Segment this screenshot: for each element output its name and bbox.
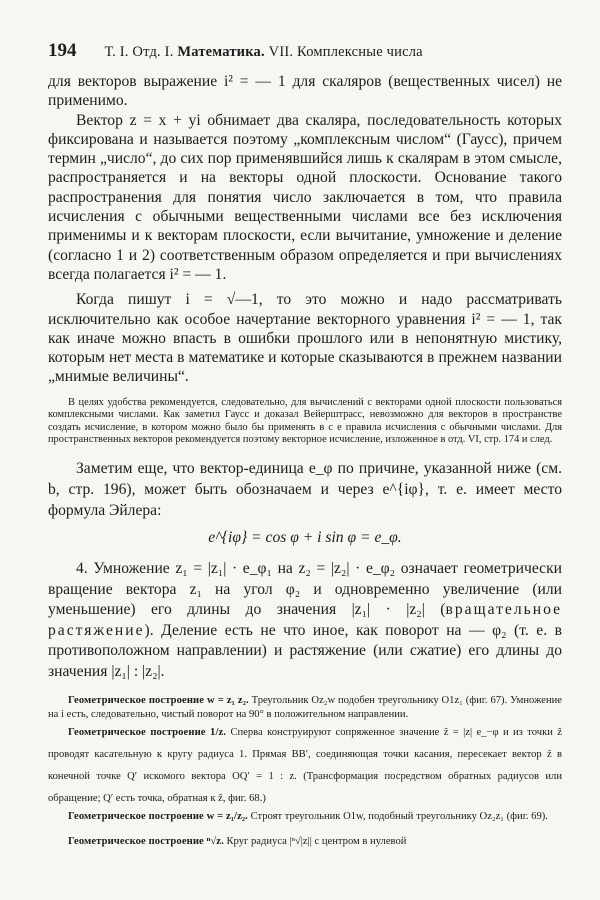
construction-root (48, 835, 562, 849)
construction-reciprocal (48, 722, 562, 810)
construction-product-text: Треугольник Oz₂w подобен треугольнику O1z₁ (фиг. 67). Умножение на i есть, следовательно, чистый поворот на 90° в положительном направлении. (48, 695, 562, 720)
footnote-small-print: В целях удобства рекомендуется, следовательно, для вычислений с векторами одной плоскости пользоваться комплексными числами. Как заметил Гаусс и доказал Вейерштрасс, невозможно для векторов в пространстве создать исчисление, в котором можно было бы применять в с е правила исчисления с обычными числами. Для пространственных векторов рекомендуется поэтому векторное исчисление, изложенное в отд. VI, стр. 174 и след. (48, 396, 562, 445)
construction-quotient (48, 810, 562, 824)
running-head (105, 44, 423, 61)
construction-root-title: Геометрическое построение ⁿ√z. (68, 836, 224, 848)
paragraph-multiplication (48, 559, 562, 682)
running-head-chapter: VII. Комплексные числа (268, 44, 423, 60)
paragraph-euler: Заметим еще, что вектор-единица e_φ по причине, указанной ниже (см. b, стр. 196), может быть обозначаем и через e^{iφ}, т. е. имеет место формула Эйлера: (48, 460, 562, 520)
multiplication-spaced-term: вращательное растяжение (48, 601, 562, 639)
multiplication-text-2: ). Деление есть не что иное, как поворот на — φ₂ (т. е. в противоположном направлении) и растяжение (или сжатие) его длины до значения |z₁| : |z₂|. (48, 621, 562, 680)
page-number: 194 (48, 40, 77, 61)
construction-root-text: Круг радиуса |ⁿ√|z|| с центром в нулевой (223, 836, 407, 848)
construction-quotient-title: Геометрическое построение w = z₁/z₂. (68, 810, 248, 822)
running-head-section: Математика. (177, 44, 265, 60)
paragraph-complex-number: Вектор z = x + yi обнимает два скаляра, последовательность которых фиксирована и называется поэтому „комплексным числом“ (Гаусс), причем термин „число“, до сих пор применявшийся лишь к скалярам в этом смысле, распространяется и на векторы одной плоскости. Основание такого распространения для понятия число заключается в том, что правила исчисления с обычными вещественными числами все без исключения применимы и к векторам плоскости, если вычитание, умножение и деление (согласно 1 и 2) соответственным образом определяется и при вычислениях всегда полагается i² = — 1. (48, 111, 562, 283)
paragraph-continuation: для векторов выражение i² = — 1 для скаляров (вещественных чисел) не применимо. (48, 73, 562, 110)
page-header (48, 40, 562, 62)
construction-product-title: Геометрическое построение w = z₁ z₂. (68, 695, 249, 707)
running-head-prefix: Т. I. Отд. I. (104, 44, 174, 60)
euler-formula: e^{iφ} = cos φ + i sin φ = e_φ. (208, 529, 402, 547)
construction-reciprocal-title: Геометрическое построение 1/z. (68, 726, 227, 738)
multiplication-text-1: 4. Умножение z₁ = |z₁| · e_φ₁ на z₂ = |z₂| · e_φ₂ означает геометрически вращение вектора z₁ на угол φ₂ и одновременно увеличение (или уменьшение) его длины до значения |z₁| · |z₂| ( (48, 560, 562, 619)
construction-product (48, 694, 562, 721)
construction-quotient-text: Строят треугольник O1w, подобный треугольнику Oz₂z₁ (фиг. 69). (247, 810, 548, 822)
paragraph-imaginary-unit: Когда пишут i = √—1, то это можно и надо рассматривать исключительно как особое начертание векторного уравнения i² = — 1, так как иначе можно впасть в ошибки прошлого или в непонятную мистику, которым нет места в математике и которые сказываются в прежнем названии „мнимые величины“. (48, 291, 562, 386)
construction-reciprocal-text: Сперва конструируют сопряженное значение z̃ = |z| e_−φ и из точки z̃ проводят касательную к кругу радиуса 1. Прямая BB′, соединяющая точки касания, пересекает вектор z̃ в конечной точке Q′ искомого вектора OQ′ = 1 : z. (Трансформация посредством обратных радиусов или обращение; Q′ есть точка, обратная к z̃, фиг. 68.) (48, 726, 563, 804)
